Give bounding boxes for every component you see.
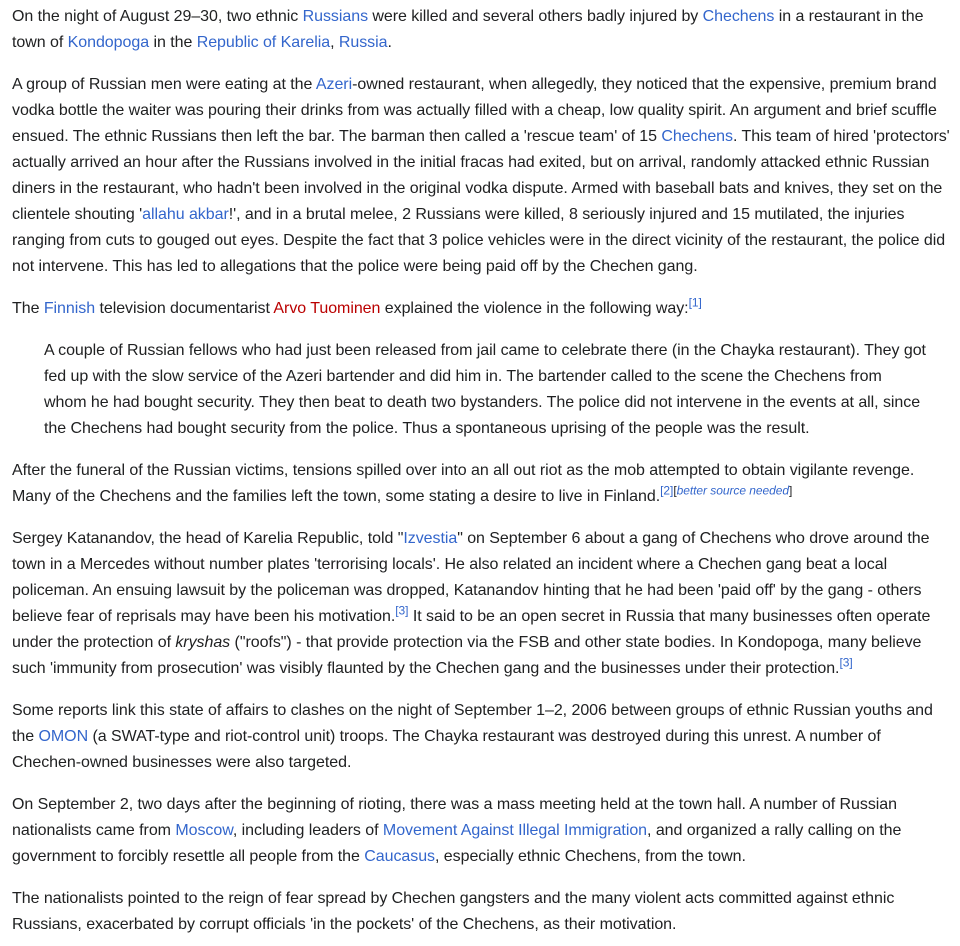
text: " on September 6 about a gang of Chechens who drove around the town in a Mercedes without number plates 'terrorising locals'. He also related an incident where a Chechen gang beat a local policeman. An ensuing lawsuit by the policeman was dropped, Katanandov hinting that he had been 'paid off' by the gang - others believe fear of reprisals may have been his motivation. bbox=[12, 530, 930, 625]
link-arvo-tuominen[interactable]: Arvo Tuominen bbox=[273, 300, 381, 317]
text: were killed and several others badly injured by bbox=[368, 8, 703, 25]
reference-1 bbox=[689, 296, 702, 310]
bracket: [ bbox=[673, 483, 677, 498]
link-russia[interactable]: Russia bbox=[338, 34, 388, 51]
reference-link[interactable]: [1] bbox=[688, 295, 702, 310]
reference-3 bbox=[839, 656, 852, 670]
text: , especially ethnic Chechens, from the town. bbox=[435, 848, 746, 865]
text: ("roofs") - that provide protection via the FSB and other state bodies. In Kondopoga, many believe such 'immunity from prosecution' was visibly flaunted by the Chechen gang and the businesses under their protection. bbox=[12, 634, 922, 677]
text: Some reports link this state of affairs to clashes on the night of September 1–2, 2006 between groups of ethnic Russian youths and the bbox=[12, 702, 933, 745]
bracket: ] bbox=[789, 483, 793, 498]
reference-link[interactable]: [3] bbox=[839, 655, 853, 670]
blockquote bbox=[12, 338, 954, 442]
text: in a restaurant in the town of bbox=[12, 8, 924, 51]
reference-link[interactable]: [2] bbox=[660, 483, 674, 498]
text: A group of Russian men were eating at the bbox=[12, 76, 316, 93]
link-caucasus[interactable]: Caucasus bbox=[364, 848, 435, 865]
text: television documentarist bbox=[95, 300, 274, 317]
reference-2 bbox=[660, 484, 792, 498]
better-source-needed-link[interactable]: better source needed bbox=[676, 483, 790, 498]
text: The nationalists pointed to the reign of fear spread by Chechen gangsters and the many violent acts committed against ethnic Russians, exacerbated by corrupt officials 'in the pockets' of the Chechens, as their motivation. bbox=[12, 890, 895, 933]
paragraph-3 bbox=[12, 296, 954, 322]
text: . bbox=[387, 34, 392, 51]
text: -owned restaurant, when allegedly, they noticed that the expensive, premium brand vodka bottle the waiter was pouring their drinks from was actually filled with a cheap, low quality spirit. An argument and brief scuffle ensued. The ethnic Russians then left the bar. The barman then called a 'rescue team' of 15 bbox=[12, 76, 937, 145]
paragraph-1 bbox=[12, 4, 954, 56]
link-russians[interactable]: Russians bbox=[302, 8, 369, 25]
reference-3 bbox=[395, 604, 408, 618]
italic-term: kryshas bbox=[175, 634, 231, 651]
text: . This team of hired 'protectors' actually arrived an hour after the Russians involved in the initial fracas had exited, but on arrival, randomly attacked ethnic Russian diners in the restaurant, who hadn't been involved in the original vodka dispute. Armed with baseball bats and knives, they set on the clientele shouting ' bbox=[12, 128, 950, 223]
text: Sergey Katanandov, the head of Karelia Republic, told " bbox=[12, 530, 404, 547]
text: in the bbox=[149, 34, 197, 51]
paragraph-7 bbox=[12, 792, 954, 870]
paragraph-2 bbox=[12, 72, 954, 280]
quote-text: A couple of Russian fellows who had just been released from jail came to celebrate there (in the Chayka restaurant). They got fed up with the slow service of the Azeri bartender and did him in. The bartender called to the scene the Chechens from whom he had bought security. They then beat to death two bystanders. The police did not intervene in the events at all, since the Chechens had bought security from the police. Thus a spontaneous uprising of the people was the result. bbox=[44, 342, 926, 437]
link-allahu-akbar[interactable]: allahu akbar bbox=[142, 206, 229, 223]
link-chechens[interactable]: Chechens bbox=[661, 128, 733, 145]
paragraph-6 bbox=[12, 698, 954, 776]
link-moscow[interactable]: Moscow bbox=[175, 822, 233, 839]
paragraph-5 bbox=[12, 526, 954, 682]
citation-needed-tag bbox=[673, 484, 792, 498]
text: After the funeral of the Russian victims, tensions spilled over into an all out riot as the mob attempted to obtain vigilante revenge. Many of the Chechens and the families left the town, some stating a desire to live in Finland. bbox=[12, 462, 915, 505]
text: !', and in a brutal melee, 2 Russians were killed, 8 seriously injured and 15 mutilated, the injuries ranging from cuts to gouged out eyes. Despite the fact that 3 police vehicles were in the direct vicinity of the restaurant, the police did not intervene. This has led to allegations that the police were being paid off by the Chechen gang. bbox=[12, 206, 946, 275]
link-izvestia[interactable]: Izvestia bbox=[403, 530, 458, 547]
link-kondopoga[interactable]: Kondopoga bbox=[67, 34, 150, 51]
paragraph-8 bbox=[12, 886, 954, 938]
link-finnish[interactable]: Finnish bbox=[43, 300, 96, 317]
link-republic-of-karelia[interactable]: Republic of Karelia bbox=[196, 34, 331, 51]
paragraph-4 bbox=[12, 458, 954, 510]
text: , and organized a rally calling on the government to forcibly resettle all people from the bbox=[12, 822, 902, 865]
text: (a SWAT-type and riot-control unit) troops. The Chayka restaurant was destroyed during this unrest. A number of Chechen-owned businesses were also targeted. bbox=[12, 728, 881, 771]
text: The bbox=[12, 300, 44, 317]
link-movement-against-illegal-immigration[interactable]: Movement Against Illegal Immigration bbox=[382, 822, 648, 839]
text: , bbox=[330, 34, 339, 51]
text: , including leaders of bbox=[232, 822, 383, 839]
text: On the night of August 29–30, two ethnic bbox=[12, 8, 303, 25]
text: explained the violence in the following way: bbox=[380, 300, 689, 317]
text: On September 2, two days after the beginning of rioting, there was a mass meeting held at the town hall. A number of Russian nationalists came from bbox=[12, 796, 897, 839]
link-chechens[interactable]: Chechens bbox=[702, 8, 775, 25]
reference-link[interactable]: [3] bbox=[395, 603, 409, 618]
link-omon[interactable]: OMON bbox=[38, 728, 89, 745]
text: It said to be an open secret in Russia that many businesses often operate under the protection of bbox=[12, 608, 931, 651]
link-azeri[interactable]: Azeri bbox=[315, 76, 353, 93]
